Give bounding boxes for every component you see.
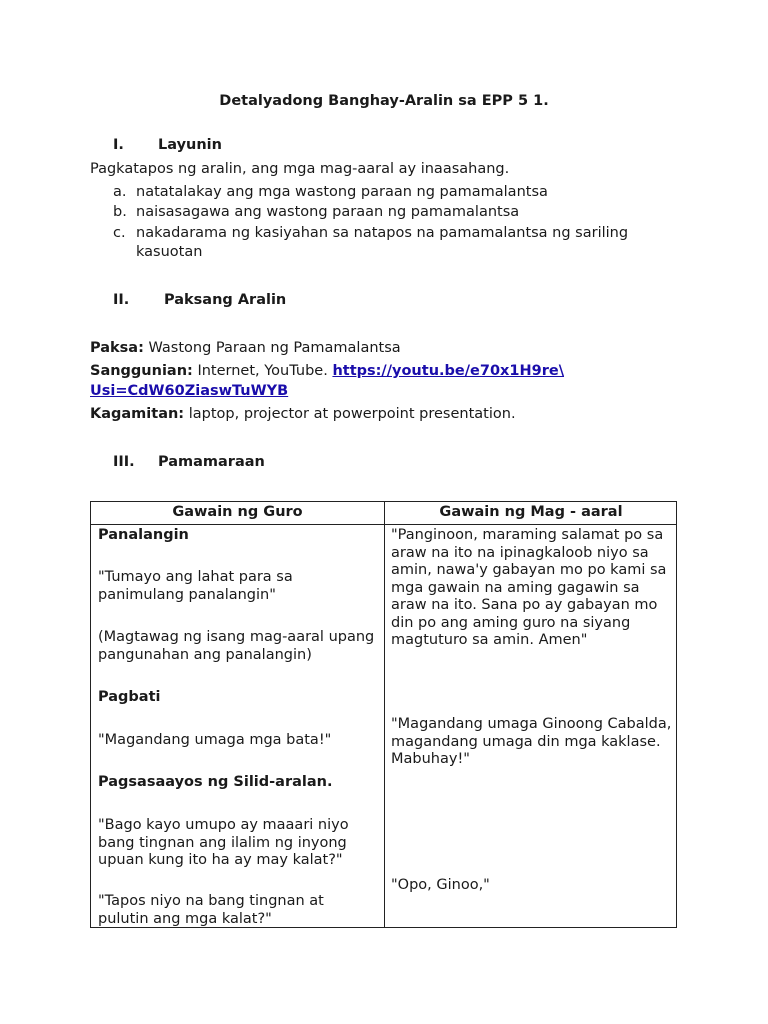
- student-prayer: [391, 527, 666, 650]
- prayer-line: araw na ito. Sana po ay gabayan mo: [391, 597, 658, 613]
- kagamitan-line: [90, 406, 516, 422]
- pagbati-quote: "Magandang umaga mga bata!": [98, 732, 332, 748]
- sanggunian-value: Internet, YouTube.: [192, 363, 333, 379]
- panalangin-quote-line: panimulang panalangin": [98, 586, 276, 603]
- section-3-number: III.: [113, 454, 135, 470]
- prayer-line: din po ang aming guro na siyang: [391, 614, 631, 631]
- objective-b: naisasagawa ang wastong paraan ng pamamalantsa: [136, 204, 520, 220]
- section-1-intro: Pagkatapos ng aralin, ang mga mag-aaral ay inaasahang.: [90, 161, 510, 177]
- tapos-quote: [98, 893, 324, 928]
- prayer-line: araw na ito na ipinagkaloob niyo sa: [391, 544, 649, 561]
- objective-marker-c: c.: [113, 225, 126, 241]
- header-gawain-guro: Gawain ng Guro: [172, 504, 303, 520]
- student-greeting: [391, 716, 671, 769]
- section-2-heading: Paksang Aralin: [164, 292, 287, 308]
- table-column-divider: [384, 502, 385, 927]
- panalangin-note-line: (Magtawag ng isang mag-aaral upang: [98, 629, 375, 645]
- greeting-line: "Magandang umaga Ginoong Cabalda,: [391, 716, 672, 732]
- objective-marker-b: b.: [113, 204, 127, 220]
- kagamitan-label: Kagamitan:: [90, 406, 185, 422]
- section-1-number: I.: [113, 137, 124, 153]
- objective-c-continued: kasuotan: [136, 244, 203, 260]
- table-header-divider: [91, 524, 676, 525]
- pagbati-title: Pagbati: [98, 689, 161, 705]
- objective-a: natatalakay ang mga wastong paraan ng pamamalantsa: [136, 184, 548, 200]
- objective-c: nakadarama ng kasiyahan sa natapos na pamamalantsa ng sariling: [136, 225, 629, 241]
- silid-quote-line: bang tingnan ang ilalim ng inyong: [98, 834, 347, 851]
- prayer-line: mga gawain na aming gagawin sa: [391, 579, 640, 596]
- sanggunian-label: Sanggunian:: [90, 363, 193, 379]
- prayer-line: amin, nawa'y gabayan mo po kami sa: [391, 562, 667, 578]
- tapos-quote-line: "Tapos niyo na bang tingnan at: [98, 893, 324, 909]
- panalangin-quote: [98, 569, 293, 604]
- greeting-line: Mabuhay!": [391, 751, 470, 767]
- section-2-number: II.: [113, 292, 130, 308]
- document-title: Detalyadong Banghay-Aralin sa EPP 5 1.: [219, 93, 549, 109]
- panalangin-note-line: pangunahan ang panalangin): [98, 646, 312, 663]
- greeting-line: magandang umaga din mga kaklase.: [391, 733, 661, 750]
- prayer-line: "Panginoon, maraming salamat po sa: [391, 527, 664, 543]
- objective-marker-a: a.: [113, 184, 127, 200]
- paksa-value: Wastong Paraan ng Pamamalantsa: [143, 340, 401, 356]
- silid-quote-line: "Bago kayo umupo ay maaari niyo: [98, 817, 349, 833]
- section-1-heading: Layunin: [158, 137, 222, 153]
- section-3-heading: Pamamaraan: [158, 454, 265, 470]
- silid-aralan-title: Pagsasaayos ng Silid-aralan.: [98, 774, 333, 790]
- header-gawain-mag-aaral: Gawain ng Mag - aaral: [439, 504, 623, 520]
- panalangin-note: [98, 629, 374, 664]
- paksa-label: Paksa:: [90, 340, 144, 356]
- student-reply: "Opo, Ginoo,": [391, 877, 490, 893]
- youtube-link-continued[interactable]: Usi=CdW60ZiaswTuWYB: [90, 383, 289, 399]
- sanggunian-line: [90, 363, 564, 379]
- tapos-quote-line: pulutin ang mga kalat?": [98, 910, 272, 927]
- silid-aralan-quote: [98, 817, 349, 870]
- paksa-line: [90, 340, 401, 356]
- panalangin-quote-line: "Tumayo ang lahat para sa: [98, 569, 293, 585]
- prayer-line: magtuturo sa amin. Amen": [391, 632, 588, 648]
- kagamitan-value: laptop, projector at powerpoint presentation.: [184, 406, 516, 422]
- pamamaraan-table: [90, 501, 677, 928]
- panalangin-title: Panalangin: [98, 527, 189, 543]
- youtube-link[interactable]: https://youtu.be/e70x1H9re\: [332, 363, 564, 379]
- silid-quote-line: upuan kung ito ha ay may kalat?": [98, 852, 343, 868]
